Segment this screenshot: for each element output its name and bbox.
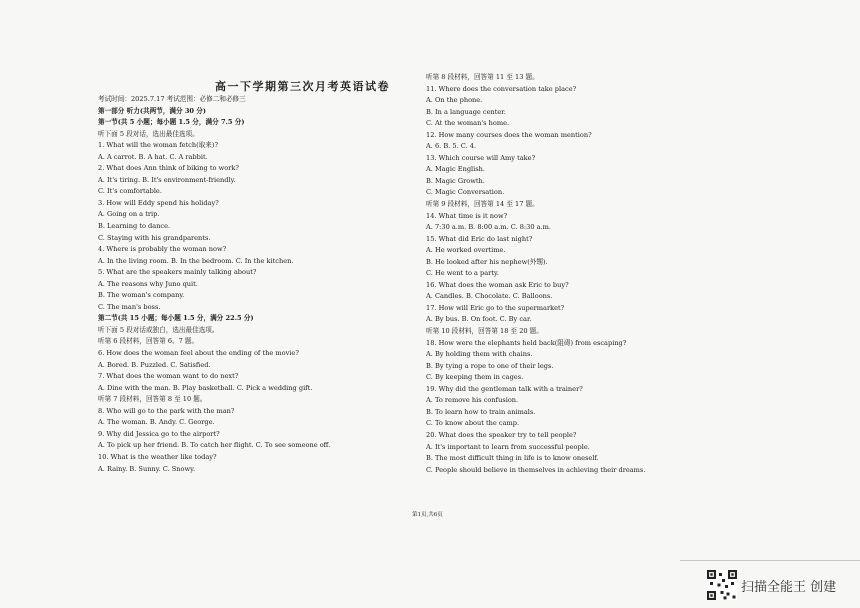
question-line: 6. How does the woman feel about the ending of the movie? [98, 349, 299, 358]
option-line: B. He looked after his nephew(外甥). [426, 257, 548, 266]
option-line: A. Bored. B. Puzzled. C. Satisfied. [98, 360, 211, 369]
question-line: 3. How will Eddy spend his holiday? [98, 198, 219, 207]
option-line: A. The woman. B. Andy. C. George. [98, 418, 215, 427]
question-line: 11. Where does the conversation take place? [426, 84, 577, 93]
question-line: 9. Why did Jessica go to the airport? [98, 429, 220, 438]
option-line: B. The woman's company. [98, 291, 185, 300]
instruction-line: 听第 10 段材料，回答第 18 至 20 题。 [426, 327, 543, 336]
option-line: A. It's tiring. B. It's environment-friendly. [98, 175, 236, 184]
option-line: A. To pick up her friend. B. To catch her flight. C. To see someone off. [98, 441, 331, 450]
option-line: A. In the living room. B. In the bedroom. C. In the kitchen. [98, 256, 294, 265]
instruction-line: 听第 7 段材料，回答第 8 至 10 题。 [98, 395, 207, 404]
option-line: B. To learn how to train animals. [426, 407, 536, 416]
option-line: C. Staying with his grandparents. [98, 233, 211, 242]
option-line: B. Magic Growth. [426, 176, 485, 185]
option-line: A. 7:30 a.m. B. 8:00 a.m. C. 8:30 a.m. [426, 223, 552, 232]
option-line: C. By keeping them in cages. [426, 373, 524, 382]
question-line: 20. What does the speaker try to tell people? [426, 430, 577, 439]
question-line: 13. Which course will Amy take? [426, 153, 536, 162]
option-line: C. It's comfortable. [98, 187, 162, 196]
option-line: A. On the phone. [426, 96, 483, 105]
option-line: A. By bus. B. On foot. C. By car. [426, 315, 532, 324]
exam-title: 高一下学期第三次月考英语试卷 [215, 80, 390, 93]
question-line: 19. Why did the gentleman talk with a trainer? [426, 384, 583, 393]
page-number: 第1页,共6页 [412, 512, 443, 518]
left-column [98, 94, 428, 475]
question-line: 1. What will the woman fetch(取来)? [98, 141, 218, 150]
option-line: B. By tying a rope to one of their legs. [426, 361, 554, 370]
option-line: A. To remove his confusion. [426, 396, 519, 405]
qr-code-icon [707, 570, 737, 600]
instruction-line: 听下面 5 段对话或独白，选出最佳选项。 [98, 325, 219, 334]
instruction-line: 听下面 5 段对话，选出最佳选项。 [98, 129, 199, 138]
option-line: A. 6. B. 5. C. 4. [426, 142, 477, 151]
option-line: A. Going on a trip. [98, 210, 160, 219]
right-column [426, 72, 756, 476]
option-line: B. Learning to dance. [98, 222, 171, 231]
question-line: 8. Who will go to the park with the man? [98, 406, 235, 415]
option-line: A. A carrot. B. A hat. C. A rabbit. [98, 152, 208, 161]
question-line: 16. What does the woman ask Eric to buy? [426, 280, 569, 289]
option-line: A. It's important to learn from successful people. [426, 442, 590, 451]
question-line: 14. What time is it now? [426, 211, 508, 220]
option-line: C. He went to a party. [426, 269, 499, 278]
option-line: A. By holding them with chains. [426, 350, 533, 359]
option-line: A. Candles. B. Chocolate. C. Balloons. [426, 292, 553, 301]
question-line: 7. What does the woman want to do next? [98, 372, 239, 381]
question-line: 17. How will Eric go to the supermarket? [426, 303, 565, 312]
text-line: 考试时间：2025.7.17 考试范围：必修二和必修三 [98, 95, 246, 103]
option-line: C. People should believe in themselves in achieving their dreams. [426, 465, 646, 474]
section-heading: 第二节(共 15 小题；每小题 1.5 分，满分 22.5 分) [98, 314, 254, 323]
section-heading: 第一节(共 5 小题；每小题 1.5 分，满分 7.5 分) [98, 118, 245, 127]
question-line: 12. How many courses does the woman mention? [426, 130, 592, 139]
question-line: 4. Where is probably the woman now? [98, 245, 227, 254]
option-line: A. Magic English. [426, 165, 485, 174]
option-line: A. Dine with the man. B. Play basketball. C. Pick a wedding gift. [98, 383, 313, 392]
instruction-line: 听第 9 段材料，回答第 14 至 17 题。 [426, 200, 539, 209]
question-line: 2. What does Ann think of biking to work? [98, 164, 239, 173]
option-line: C. To know about the camp. [426, 419, 520, 428]
instruction-line: 听第 6 段材料，回答第 6、7 题。 [98, 337, 199, 346]
scanner-watermark: 扫描全能王 创建 [741, 580, 837, 595]
option-line: A. Rainy. B. Sunny. C. Snowy. [98, 464, 196, 473]
section-heading: 第一部分 听力(共两节，满分 30 分) [98, 106, 207, 115]
option-line: B. In a language center. [426, 107, 506, 116]
question-line: 15. What did Eric do last night? [426, 234, 533, 243]
question-line: 18. How were the elephants held back(阻碍) from escaping? [426, 338, 627, 347]
question-line: 10. What is the weather like today? [98, 452, 217, 461]
option-line: C. The man's boss. [98, 302, 161, 311]
option-line: A. The reasons why Juno quit. [98, 279, 198, 288]
option-line: A. He worked overtime. [426, 246, 506, 255]
instruction-line: 听第 8 段材料，回答第 11 至 13 题。 [426, 73, 539, 81]
question-line: 5. What are the speakers mainly talking about? [98, 268, 257, 277]
scan-divider [680, 560, 860, 561]
option-line: C. Magic Conversation. [426, 188, 505, 197]
option-line: C. At the woman's home. [426, 119, 510, 128]
option-line: B. The most difficult thing in life is to know oneself. [426, 454, 599, 463]
